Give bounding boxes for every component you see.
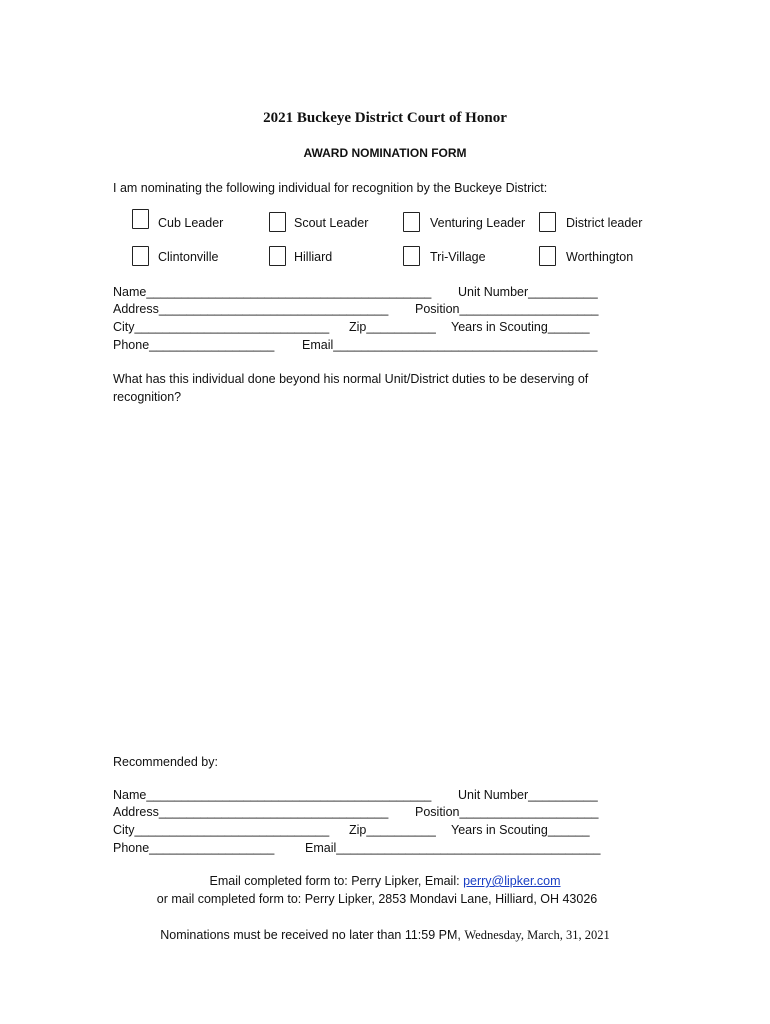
nominee-unit-field[interactable]: Unit Number__________	[458, 285, 598, 299]
scout-leader-label: Scout Leader	[294, 216, 369, 230]
nominee-zip-field[interactable]: Zip__________	[349, 320, 436, 334]
recommender-unit-field[interactable]: Unit Number__________	[458, 788, 598, 802]
form-subtitle: AWARD NOMINATION FORM	[303, 146, 467, 160]
nominee-position-field[interactable]: Position____________________	[415, 302, 599, 316]
form-title: 2021 Buckeye District Court of Honor	[263, 110, 507, 126]
cub-leader-label: Cub Leader	[158, 216, 224, 230]
answer-area[interactable]	[113, 410, 658, 740]
venturing-leader-label: Venturing Leader	[430, 216, 526, 230]
email-link[interactable]: perry@lipker.com	[463, 874, 561, 888]
recommender-address-field[interactable]: Address_________________________________	[113, 805, 389, 819]
clintonville-label: Clintonville	[158, 250, 219, 264]
question-line-2: recognition?	[113, 390, 182, 404]
nominee-years-field[interactable]: Years in Scouting______	[451, 320, 590, 334]
district-leader-checkbox[interactable]	[539, 212, 556, 232]
submission-email-line	[0, 874, 770, 888]
submission-email-prefix: Email completed form to: Perry Lipker, Email:	[209, 874, 464, 888]
question-line-1: What has this individual done beyond his normal Unit/District duties to be deserving of	[113, 372, 589, 386]
tri-village-checkbox[interactable]	[403, 246, 420, 266]
clintonville-checkbox[interactable]	[132, 246, 149, 266]
nominee-name-field[interactable]: Name_________________________________________	[113, 285, 432, 299]
venturing-leader-checkbox[interactable]	[403, 212, 420, 232]
deadline-prefix: Nominations must be received no later than 11:59 PM,	[160, 928, 465, 942]
tri-village-label: Tri-Village	[430, 250, 486, 264]
recommender-city-field[interactable]: City____________________________	[113, 823, 330, 837]
submission-mail-line: or mail completed form to: Perry Lipker, 2853 Mondavi Lane, Hilliard, OH 43026	[156, 892, 598, 906]
district-leader-label: District leader	[566, 216, 643, 230]
nominee-email-field[interactable]: Email______________________________________	[302, 338, 598, 352]
recommender-zip-field[interactable]: Zip__________	[349, 823, 436, 837]
recommender-email-field[interactable]: Email______________________________________	[305, 841, 601, 855]
nominee-address-field[interactable]: Address_________________________________	[113, 302, 389, 316]
recommender-position-field[interactable]: Position____________________	[415, 805, 599, 819]
deadline-date: Wednesday, March, 31, 2021	[464, 928, 610, 942]
nominee-city-field[interactable]: City____________________________	[113, 320, 330, 334]
intro-text: I am nominating the following individual for recognition by the Buckeye District:	[113, 181, 548, 195]
recommender-years-field[interactable]: Years in Scouting______	[451, 823, 590, 837]
cub-leader-checkbox[interactable]	[132, 209, 149, 229]
nominee-phone-field[interactable]: Phone__________________	[113, 338, 275, 352]
recommender-name-field[interactable]: Name_________________________________________	[113, 788, 432, 802]
worthington-checkbox[interactable]	[539, 246, 556, 266]
recommended-by-label: Recommended by:	[113, 755, 218, 769]
worthington-label: Worthington	[566, 250, 634, 264]
hilliard-label: Hilliard	[294, 250, 333, 264]
hilliard-checkbox[interactable]	[269, 246, 286, 266]
deadline-line	[0, 928, 770, 943]
scout-leader-checkbox[interactable]	[269, 212, 286, 232]
recommender-phone-field[interactable]: Phone__________________	[113, 841, 275, 855]
